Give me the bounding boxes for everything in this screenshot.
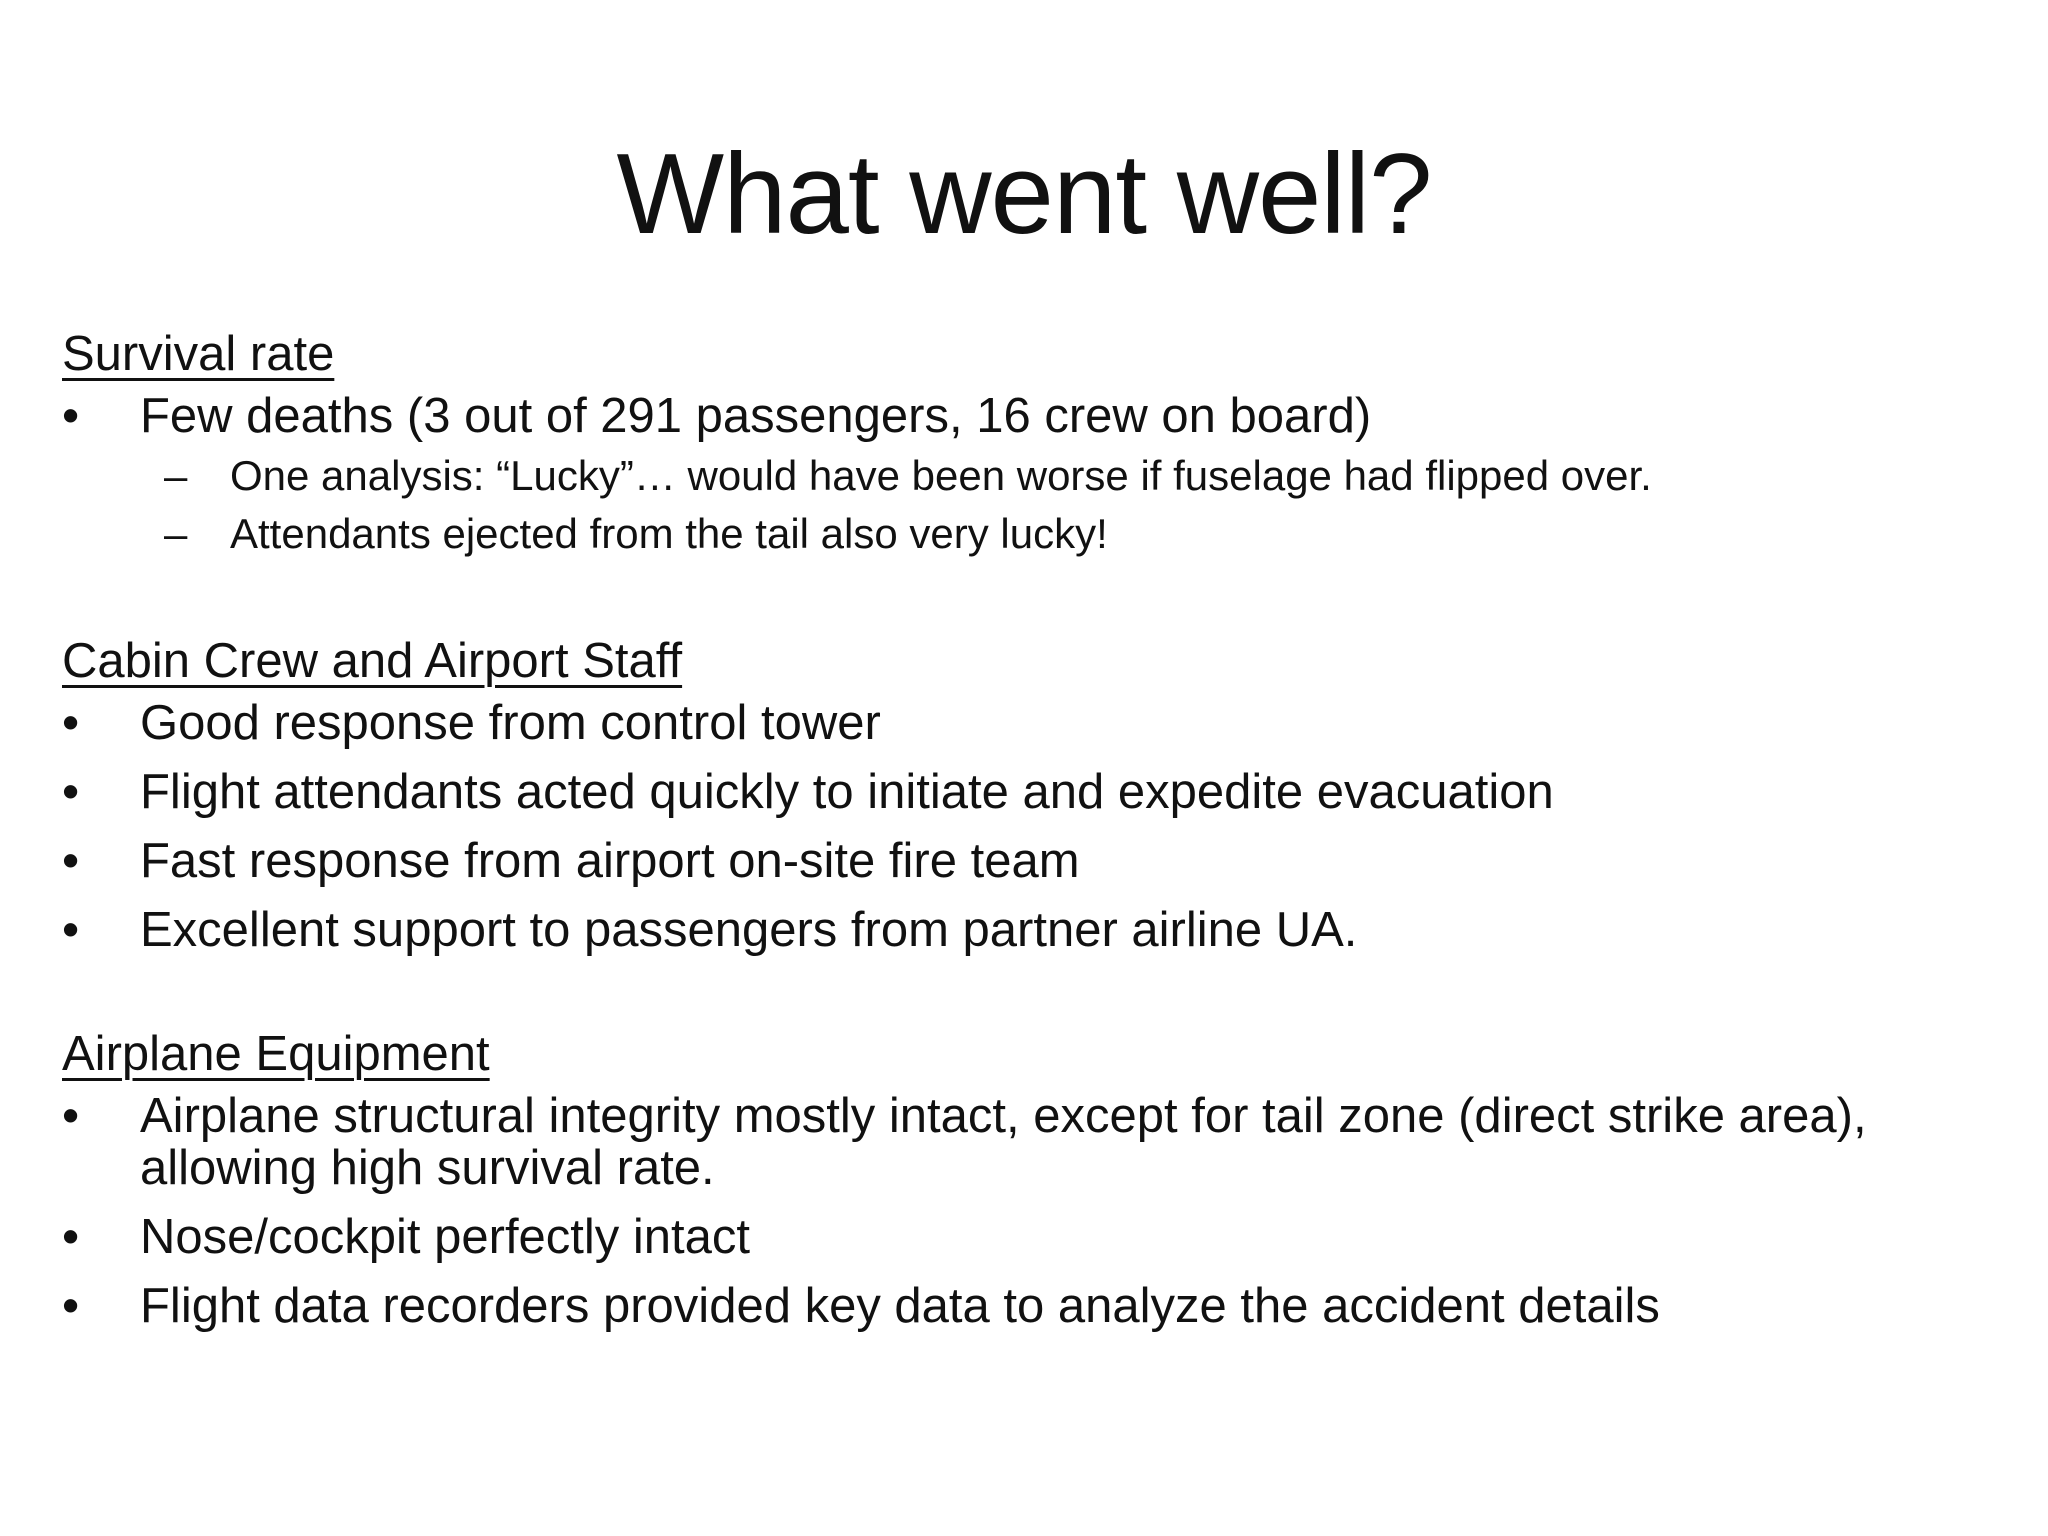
bullet-text: Excellent support to passengers from partner airline UA. <box>140 903 1358 957</box>
dash-glyph: – <box>164 452 188 499</box>
subbullet-item <box>62 447 1962 505</box>
bullet-glyph: • <box>62 834 80 888</box>
bullet-text: Airplane structural integrity mostly intact, except for tail zone (direct strike area), allowing high survival rate. <box>140 1089 1867 1195</box>
bullet-text: Fast response from airport on-site fire team <box>140 834 1080 888</box>
bullet-item <box>62 835 1970 887</box>
section-survival-rate <box>62 322 1962 563</box>
dash-glyph: – <box>164 510 188 557</box>
subbullet-item <box>62 505 1962 563</box>
bullet-item <box>62 390 1970 442</box>
subbullet-text: One analysis: “Lucky”… would have been worse if fuselage had flipped over. <box>230 452 1652 499</box>
bullet-item <box>62 1211 1970 1263</box>
subbullet-text: Attendants ejected from the tail also very lucky! <box>230 510 1108 557</box>
bullet-glyph: • <box>62 903 80 957</box>
bullet-glyph: • <box>62 765 80 819</box>
slide-content <box>62 322 1962 1349</box>
bullet-text: Few deaths (3 out of 291 passengers, 16 crew on board) <box>140 389 1372 443</box>
bullet-item <box>62 1280 1970 1332</box>
bullet-text: Flight data recorders provided key data to analyze the accident details <box>140 1279 1660 1333</box>
bullet-text: Good response from control tower <box>140 696 881 750</box>
bullet-item <box>62 697 1970 749</box>
section-airplane-equipment <box>62 1022 1962 1332</box>
bullet-glyph: • <box>62 696 80 750</box>
bullet-text: Flight attendants acted quickly to initiate and expedite evacuation <box>140 765 1554 819</box>
bullet-item <box>62 1090 1970 1194</box>
section-heading: Airplane Equipment <box>62 1027 490 1081</box>
section-heading: Survival rate <box>62 327 335 381</box>
bullet-glyph: • <box>62 389 80 443</box>
section-heading: Cabin Crew and Airport Staff <box>62 634 683 688</box>
bullet-item <box>62 766 1970 818</box>
bullet-glyph: • <box>62 1210 80 1264</box>
section-cabin-crew <box>62 629 1962 956</box>
bullet-glyph: • <box>62 1279 80 1333</box>
slide-title: What went well? <box>616 131 1432 258</box>
bullet-glyph: • <box>62 1089 80 1143</box>
bullet-item <box>62 904 1970 956</box>
bullet-text: Nose/cockpit perfectly intact <box>140 1210 751 1264</box>
